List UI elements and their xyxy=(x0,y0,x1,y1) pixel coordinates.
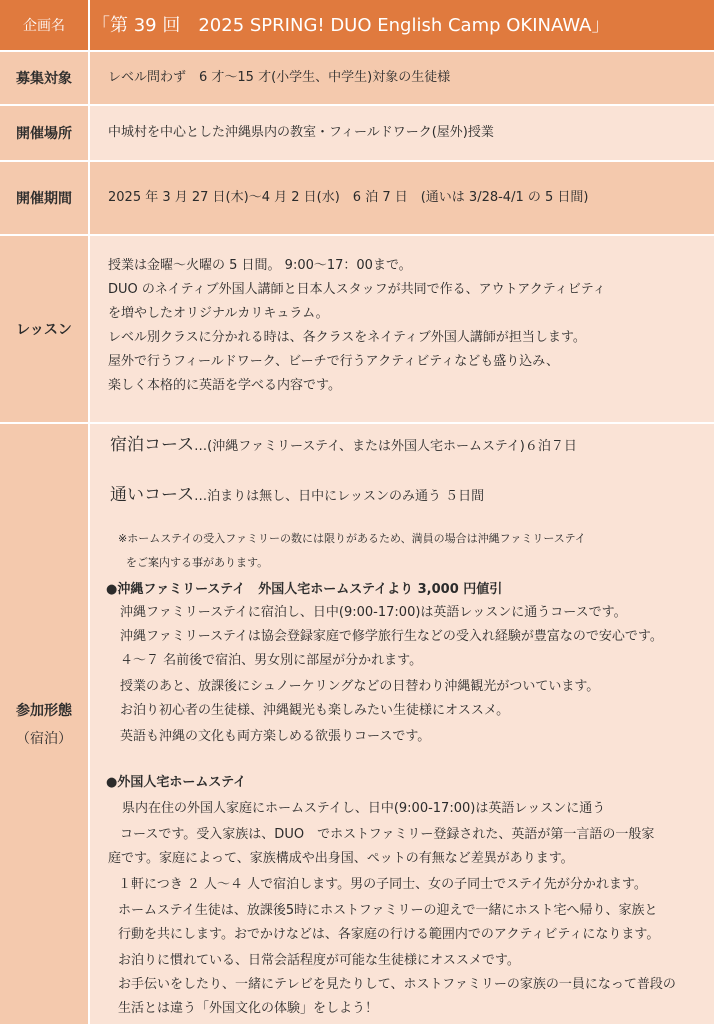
commute-course-title: 通いコース xyxy=(110,485,195,505)
period-row xyxy=(0,162,714,234)
foreign-home-line: １軒につき ２ 人～４ 人で宿泊します。男の子同士、女の子同士でステイ先が分かれます。 xyxy=(118,877,647,892)
foreign-home-line: コースです。受入家族は、DUO でホストファミリー登録された、英語が第一言語の一般家 xyxy=(120,827,655,842)
participation-label-sub: （宿泊） xyxy=(16,731,72,747)
header-label: 企画名 xyxy=(23,18,65,34)
venue-value: 中城村を中心とした沖縄県内の教室・フィールドワーク(屋外)授業 xyxy=(108,125,494,140)
lesson-label: レッスン xyxy=(0,236,88,422)
recruitment-value: レベル問わず 6 才～15 才(小学生、中学生)対象の生徒様 xyxy=(108,70,451,85)
okinawa-family-line: お泊り初心者の生徒様、沖縄観光も楽しみたい生徒様にオススメ。 xyxy=(120,703,510,718)
lesson-line: 屋外で行うフィールドワーク、ビーチで行うアクティビティなども盛り込み、 xyxy=(108,354,559,369)
venue-row xyxy=(0,106,714,160)
lesson-line: を増やしたオリジナルカリキュラム。 xyxy=(108,306,329,321)
participation-label-main: 参加形態 xyxy=(16,703,72,719)
okinawa-family-line: 英語も沖縄の文化も両方楽しめる欲張りコースです。 xyxy=(120,729,431,744)
foreign-home-line: 庭です。家庭によって、家族構成や出身国、ペットの有無など差異があります。 xyxy=(108,851,574,866)
okinawa-family-line: 沖縄ファミリーステイは協会登録家庭で修学旅行生などの受入れ経験が豊富なので安心です。 xyxy=(120,629,663,644)
okinawa-family-heading: ●沖縄ファミリーステイ 外国人宅ホームステイより 3,000 円値引 xyxy=(106,582,503,597)
period-value: 2025 年 3 月 27 日(木)～4 月 2 日(水) 6 泊 7 日 (通いは 3/28-4/1 の 5 日間) xyxy=(108,190,589,205)
header-divider xyxy=(88,0,90,50)
lesson-text xyxy=(108,254,706,398)
lesson-row xyxy=(0,236,714,422)
foreign-home-line: お手伝いをしたり、一緒にテレビを見たりして、ホストファミリーの家族の一員になって普段の xyxy=(118,977,676,992)
participation-row xyxy=(0,424,714,1024)
lesson-line: DUO のネイティブ外国人講師と日本人スタッフが共同で作る、アウトアクティビティ xyxy=(108,282,606,297)
foreign-home-line: ホームステイ生徒は、放課後5時にホストファミリーの迎えで一緒にホスト宅へ帰り、家族と xyxy=(118,903,658,918)
venue-label: 開催場所 xyxy=(0,106,88,160)
okinawa-family-line: ４～７ 名前後で宿泊、男女別に部屋が分かれます。 xyxy=(120,653,423,668)
recruitment-label: 募集対象 xyxy=(16,71,72,87)
foreign-home-line: お泊りに慣れている、日常会話程度が可能な生徒様にオススメです。 xyxy=(118,953,520,968)
commute-course-detail: …泊まりは無し、日中にレッスンのみ通う ５日間 xyxy=(194,489,485,504)
period-label: 開催期間 xyxy=(16,191,72,207)
note-line: をご案内する事があります。 xyxy=(126,556,269,569)
foreign-home-line: 県内在住の外国人家庭にホームステイし、日中(9:00-17:00)は英語レッスンに通う xyxy=(122,801,606,816)
lesson-line: 楽しく本格的に英語を学べる内容です。 xyxy=(108,378,341,393)
header-row xyxy=(0,0,714,50)
foreign-home-line: 生活とは違う「外国文化の体験」をしよう！ xyxy=(118,1001,379,1016)
recruitment-row xyxy=(0,52,714,104)
commute-course-line xyxy=(110,484,706,508)
participation-label xyxy=(0,424,88,1024)
label-column-divider xyxy=(88,52,90,1024)
stay-course-title: 宿泊コース xyxy=(110,435,195,455)
note-line: ※ホームステイの受入ファミリーの数には限りがあるため、満員の場合は沖縄ファミリーステイ xyxy=(118,532,586,545)
foreign-home-heading: ●外国人宅ホームステイ xyxy=(106,775,247,790)
okinawa-family-line: 授業のあと、放課後にシュノーケリングなどの日替わり沖縄観光がついています。 xyxy=(120,679,600,694)
lesson-line: 授業は金曜～火曜の 5 日間。 9:00～17：00まで。 xyxy=(108,258,412,273)
lesson-line: レベル別クラスに分かれる時は、各クラスをネイティブ外国人講師が担当します。 xyxy=(108,330,586,345)
stay-course-line xyxy=(110,434,706,458)
stay-course-detail: …(沖縄ファミリーステイ、または外国人宅ホームステイ)６泊７日 xyxy=(194,439,577,454)
foreign-home-line: 行動を共にします。おでかけなどは、各家庭の行ける範囲内でのアクティビティになります。 xyxy=(118,927,660,942)
okinawa-family-line: 沖縄ファミリーステイに宿泊し、日中(9:00-17:00)は英語レッスンに通うコースです。 xyxy=(120,605,627,620)
camp-title: 「第 39 回 2025 SPRING! DUO English Camp OKINAWA」 xyxy=(92,15,610,36)
